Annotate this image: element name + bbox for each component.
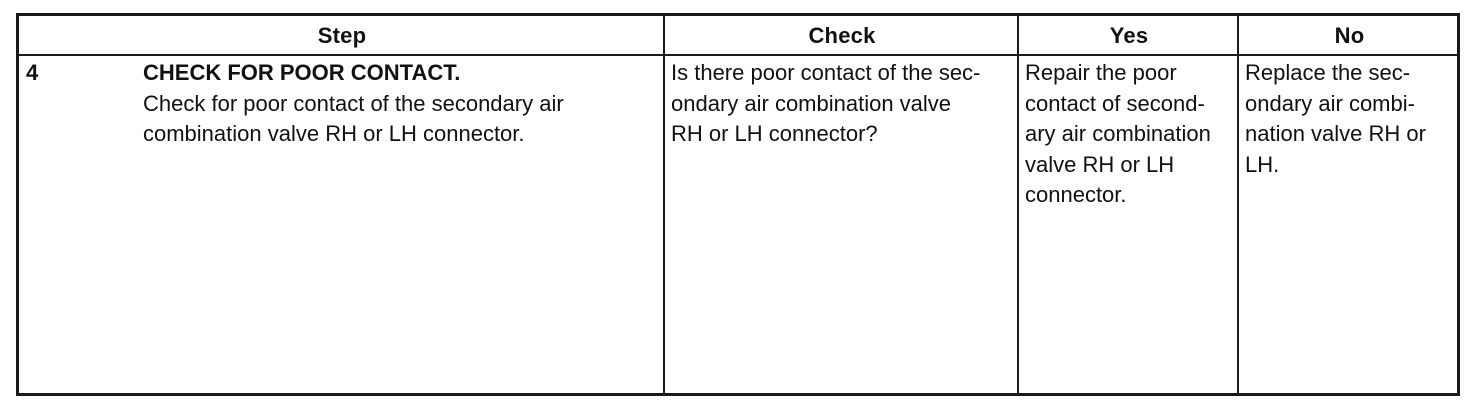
step-text-line: combination valve RH or LH connector. [143,121,525,146]
column-divider-step-check [663,16,665,393]
check-text-line: Is there poor contact of the sec- [671,60,981,85]
step-description [143,58,564,150]
yes-text-line: connector. [1025,182,1127,207]
yes-text-line: ary air combination [1025,121,1211,146]
yes-action [1025,58,1211,211]
troubleshooting-table [16,13,1460,396]
check-text-line: RH or LH connector? [671,121,878,146]
column-divider-check-yes [1017,16,1019,393]
header-no: No [1334,23,1365,48]
table-header-row [19,16,1457,56]
yes-text-line: contact of second- [1025,90,1205,116]
header-step: Step [317,23,367,48]
yes-text-line: Repair the poor [1025,60,1177,85]
header-yes: Yes [1109,23,1149,48]
no-text-line: ondary air combi- [1245,90,1415,116]
yes-text-line: valve RH or LH [1025,151,1175,177]
check-text-line: ondary air combination valve [671,90,952,116]
header-check: Check [808,23,876,48]
no-text-line: LH. [1245,151,1280,177]
step-text-line: Check for poor contact of the secondary air [143,90,564,116]
step-number: 4 [26,60,39,85]
step-title: CHECK FOR POOR CONTACT. [143,60,461,85]
column-divider-yes-no [1237,16,1239,393]
check-question [671,58,980,150]
no-text-line: Replace the sec- [1245,60,1411,85]
no-action [1245,58,1426,180]
no-text-line: nation valve RH or [1245,121,1426,146]
